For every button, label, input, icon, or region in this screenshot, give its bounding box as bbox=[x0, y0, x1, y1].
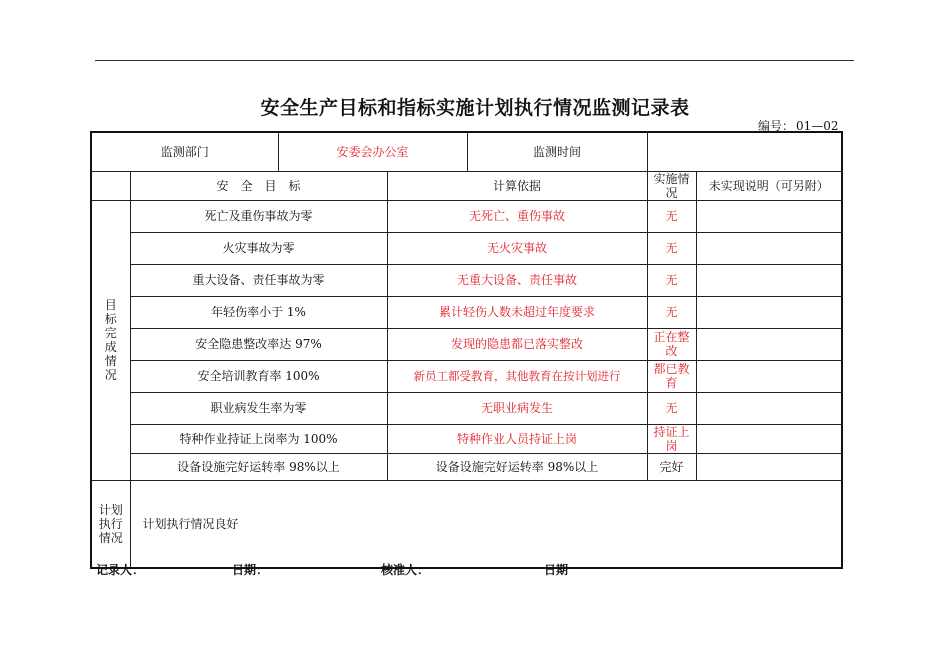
status-cell: 持证上岗 bbox=[647, 424, 696, 453]
time-value bbox=[647, 132, 842, 171]
table-row bbox=[91, 296, 842, 328]
col-basis: 计算依据 bbox=[387, 171, 647, 200]
monitoring-table bbox=[90, 131, 843, 569]
date-label-1: 日期： bbox=[232, 563, 269, 577]
explanation-cell bbox=[696, 453, 842, 480]
status-cell: 无 bbox=[647, 200, 696, 232]
basis-cell: 无重大设备、责任事故 bbox=[387, 264, 647, 296]
explanation-cell bbox=[696, 264, 842, 296]
approver-label: 核准人： bbox=[381, 563, 430, 577]
target-cell: 年轻伤率小于 1% bbox=[130, 296, 387, 328]
status-cell: 无 bbox=[647, 264, 696, 296]
table-row bbox=[91, 200, 842, 232]
explanation-cell bbox=[696, 200, 842, 232]
basis-cell: 无火灾事故 bbox=[387, 232, 647, 264]
target-cell: 职业病发生率为零 bbox=[130, 392, 387, 424]
plan-row bbox=[91, 480, 842, 568]
explanation-cell bbox=[696, 328, 842, 360]
target-cell: 重大设备、责任事故为零 bbox=[130, 264, 387, 296]
corner-cell bbox=[91, 171, 130, 200]
table-row bbox=[91, 232, 842, 264]
plan-label: 计划执行情况 bbox=[98, 502, 123, 545]
header-row bbox=[91, 132, 842, 171]
column-header-row bbox=[91, 171, 842, 200]
dept-label: 监测部门 bbox=[91, 132, 278, 171]
basis-cell: 无职业病发生 bbox=[387, 392, 647, 424]
col-explanation: 未实现说明（可另附） bbox=[696, 171, 842, 200]
status-cell: 无 bbox=[647, 392, 696, 424]
page-title: 安全生产目标和指标实施计划执行情况监测记录表 bbox=[260, 97, 690, 119]
date-label-2: 日期 bbox=[544, 563, 569, 577]
col-target: 安 全 目 标 bbox=[130, 171, 387, 200]
explanation-cell bbox=[696, 424, 842, 453]
table-row bbox=[91, 392, 842, 424]
section-label-cell bbox=[91, 200, 130, 480]
target-cell: 特种作业持证上岗率为 100% bbox=[130, 424, 387, 453]
doc-number-label: 编号： bbox=[758, 119, 795, 133]
dept-value: 安委会办公室 bbox=[278, 132, 467, 171]
basis-cell: 累计轻伤人数未超过年度要求 bbox=[387, 296, 647, 328]
table-row bbox=[91, 360, 842, 392]
time-label: 监测时间 bbox=[467, 132, 647, 171]
explanation-cell bbox=[696, 360, 842, 392]
target-cell: 安全隐患整改率达 97% bbox=[130, 328, 387, 360]
section-label: 目标完成情况 bbox=[104, 298, 117, 382]
status-cell: 无 bbox=[647, 296, 696, 328]
basis-cell: 发现的隐患都已落实整改 bbox=[387, 328, 647, 360]
table-row bbox=[91, 453, 842, 480]
plan-label-cell bbox=[91, 480, 130, 568]
status-cell: 无 bbox=[647, 232, 696, 264]
doc-number-value: 01—02 bbox=[796, 119, 839, 133]
basis-cell: 设备设施完好运转率 98%以上 bbox=[387, 453, 647, 480]
explanation-cell bbox=[696, 392, 842, 424]
status-cell: 完好 bbox=[647, 453, 696, 480]
status-cell: 正在整改 bbox=[647, 328, 696, 360]
plan-text: 计划执行情况良好 bbox=[130, 480, 842, 568]
status-cell: 都已教育 bbox=[647, 360, 696, 392]
explanation-cell bbox=[696, 232, 842, 264]
top-rule bbox=[95, 60, 854, 61]
explanation-cell bbox=[696, 296, 842, 328]
col-status: 实施情况 bbox=[647, 171, 696, 200]
signature-footer bbox=[0, 561, 950, 577]
target-cell: 火灾事故为零 bbox=[130, 232, 387, 264]
basis-cell: 新员工都受教育，其他教育在按计划进行 bbox=[387, 360, 647, 392]
target-cell: 死亡及重伤事故为零 bbox=[130, 200, 387, 232]
target-cell: 安全培训教育率 100% bbox=[130, 360, 387, 392]
basis-cell: 特种作业人员持证上岗 bbox=[387, 424, 647, 453]
table-row bbox=[91, 264, 842, 296]
target-cell: 设备设施完好运转率 98%以上 bbox=[130, 453, 387, 480]
table-row bbox=[91, 328, 842, 360]
basis-cell: 无死亡、重伤事故 bbox=[387, 200, 647, 232]
recorder-label: 记录人： bbox=[96, 563, 145, 577]
table-row bbox=[91, 424, 842, 453]
